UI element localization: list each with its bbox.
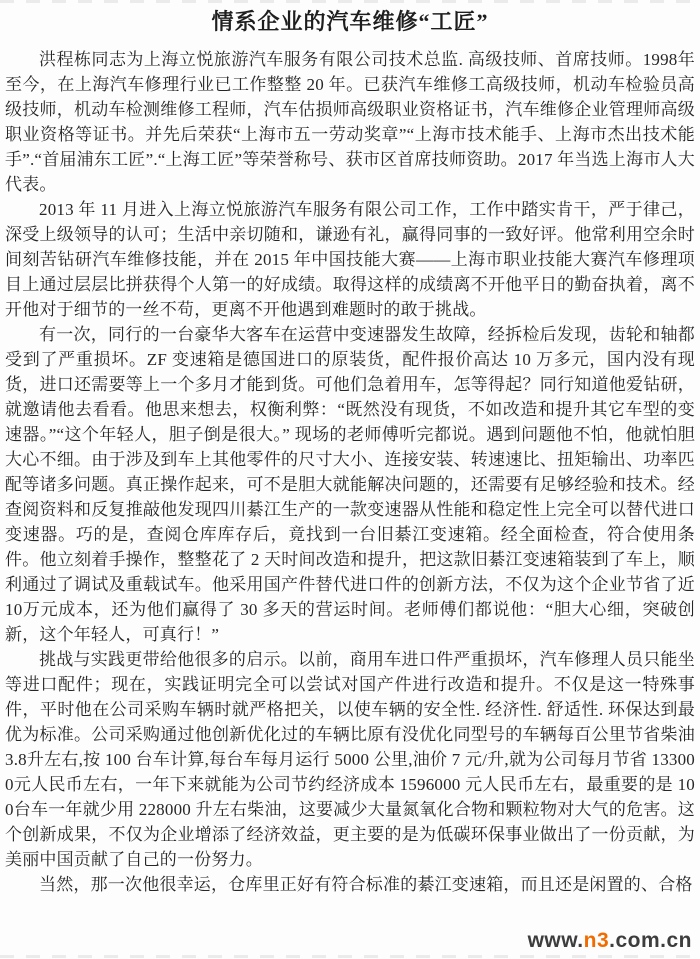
watermark	[528, 930, 692, 951]
paragraph-closing: 当然，那一次他很幸运，仓库里正好有符合标准的綦江变速箱，而且还是闲置的、合格	[39, 874, 693, 894]
watermark-suffix: .com.cn	[609, 929, 692, 952]
page-title: 情系企业的汽车维修“工匠”	[211, 9, 489, 34]
watermark-brand: n3	[583, 929, 610, 952]
scan-edge-bottom	[0, 955, 700, 958]
paragraph-gearbox-story: 有一次，同行的一台豪华大客车在运营中变速器发生故障，经拆检后发现，齿轮和轴都受到了严重损坏。ZF 变速箱是德国进口的原装货，配件报价高达 10 万多元，国内没有现货，进口还需要等上一个多月才能到货。可他们急着用车，怎等得起？同行知道他爱钻研，就邀请他去看看。他思来想去，权衡利弊：“既然没有现货，不如改造和提升其它车型的变速器。”“这个年轻人，胆子倒是很大。” 现场的老师傅听完都说。遇到问题他不怕，他就怕胆大心不细。由于涉及到车上其他零件的尺寸大小、连接安装、转速速比、扭矩输出、功率匹配等诸多问题。真正操作起来，可不是胆大就能解决问题的，还需要有足够经验和技术。经查阅资料和反复推敲他发现四川綦江生产的一款变速器从性能和稳定性上完全可以替代进口变速器。巧的是，查阅仓库库存后，竟找到一台旧綦江变速箱。经全面检查，符合使用条件。他立刻着手操作，整整花了 2 天时间改造和提升，把这款旧綦江变速箱装到了车上，顺利通过了调试及重载试车。他采用国产件替代进口件的创新方法，不仅为这个企业节省了近 10万元成本，还为他们赢得了 30 多天的营运时间。老师傅们都说他：“胆大心细，突破创新，这个年轻人，可真行！”	[5, 324, 695, 644]
paragraph-work-history: 2013 年 11 月进入上海立悦旅游汽车服务有限公司工作，工作中踏实肯干，严于律己，深受上级领导的认可；生活中亲切随和，谦逊有礼，赢得同事的一致好评。他常利用空余时间刻苦钻研汽车维修技能，并在 2015 年中国技能大赛——上海市职业技能大赛汽车修理项目上通过层层比拼获得个人第一的好成绩。取得这样的成绩离不开他平日的勤奋执着，离不开他对于细节的一丝不苟，更离不开他遇到难题时的敢于挑战。	[5, 199, 695, 319]
paragraph-innovation-results: 挑战与实践更带给他很多的启示。以前，商用车进口件严重损坏，汽车修理人员只能坐等进口配件；现在，实践证明完全可以尝试对国产件进行改造和提升。不仅是这一特殊事件，平时他在公司采购车辆时就严格把关，以使车辆的安全性. 经济性. 舒适性. 环保达到最优为标准。公司采购通过他创新优化过的车辆比原有没优化同型号的车辆每百公里节省柴油 3.8升左右,按 100 台车计算,每台车每月运行 5000 公里,油价 7 元/升,就为公司每月节省 133000元人民币左右，一年下来就能为公司节约经济成本 1596000 元人民币左右，最重要的是 100台车一年就少用 228000 升左右柴油，这要减少大量氮氧化合物和颗粒物对大气的危害。这个创新成果，不仅为企业增添了经济效益，更主要的是为低碳环保事业做出了一份贡献，为美丽中国贡献了自己的一份努力。	[5, 649, 695, 869]
scan-edge-top	[0, 0, 700, 3]
paragraph-intro: 洪程栋同志为上海立悦旅游汽车服务有限公司技术总监. 高级技师、首席技师。1998年至今，在上海汽车修理行业已工作整整 20 年。已获汽车维修工高级技师，机动车检验员高级技师，机动车检测维修工程师，汽车估损师高级职业资格证书，汽车维修企业管理师高级职业资格等证书。并先后荣获“上海市五一劳动奖章”“上海市技术能手、上海市杰出技术能手”.“首届浦东工匠”.“上海工匠”等荣誉称号、获市区首席技师资助。2017 年当选上海市人大代表。	[5, 49, 695, 194]
article-body	[5, 47, 695, 897]
watermark-prefix: www.	[527, 929, 584, 952]
